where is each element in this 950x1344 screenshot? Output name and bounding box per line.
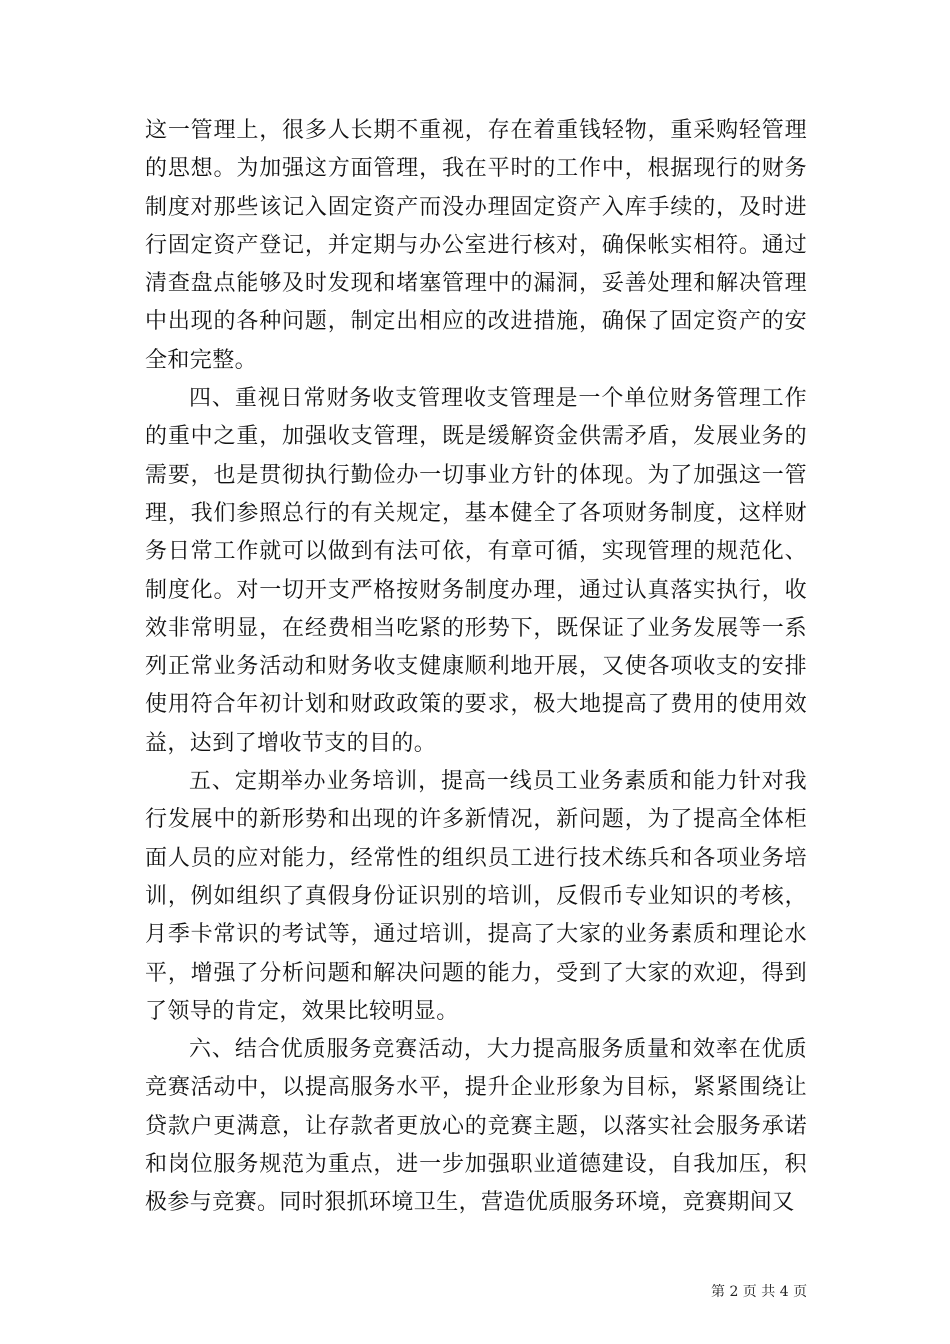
- paragraph-section-5-training: 五、定期举办业务培训，提高一线员工业务素质和能力针对我行发展中的新形势和出现的许多新情况，新问题，为了提高全体柜面人员的应对能力，经常性的组织员工进行技术练兵和各项业务培训，例如组织了真假身份证识别的培训，反假币专业知识的考核，月季卡常识的考试等，通过培训，提高了大家的业务素质和理论水平，增强了分析问题和解决问题的能力，受到了大家的欢迎，得到了领导的肯定，效果比较明显。: [145, 769, 807, 1024]
- paragraph-section-6-service-competition: 六、结合优质服务竞赛活动，大力提高服务质量和效率在优质竞赛活动中，以提高服务水平，提升企业形象为目标，紧紧围绕让贷款户更满意，让存款者更放心的竞赛主题，以落实社会服务承诺和岗位服务规范为重点，进一步加强职业道德建设，自我加压，积极参与竞赛。同时狠抓环境卫生，营造优质服务环境，竞赛期间又: [145, 1037, 807, 1216]
- page-number-footer: 第 2 页 共 4 页: [711, 1284, 808, 1300]
- document-body: [145, 112, 807, 1223]
- paragraph-fixed-assets-continued: 这一管理上，很多人长期不重视，存在着重钱轻物，重采购轻管理的思想。为加强这方面管理，我在平时的工作中，根据现行的财务制度对那些该记入固定资产而没办理固定资产入库手续的，及时进行固定资产登记，并定期与办公室进行核对，确保帐实相符。通过清查盘点能够及时发现和堵塞管理中的漏洞，妥善处理和解决管理中出现的各种问题，制定出相应的改进措施，确保了固定资产的安全和完整。: [145, 118, 807, 373]
- paragraph-section-4-daily-finance: 四、重视日常财务收支管理收支管理是一个单位财务管理工作的重中之重，加强收支管理，既是缓解资金供需矛盾，发展业务的需要，也是贯彻执行勤俭办一切事业方针的体现。为了加强这一管理，我们参照总行的有关规定，基本健全了各项财务制度，这样财务日常工作就可以做到有法可依，有章可循，实现管理的规范化、制度化。对一切开支严格按财务制度办理，通过认真落实执行，收效非常明显，在经费相当吃紧的形势下，既保证了业务发展等一系列正常业务活动和财务收支健康顺利地开展，又使各项收支的安排使用符合年初计划和财政政策的要求，极大地提高了费用的使用效益，达到了增收节支的目的。: [145, 386, 807, 756]
